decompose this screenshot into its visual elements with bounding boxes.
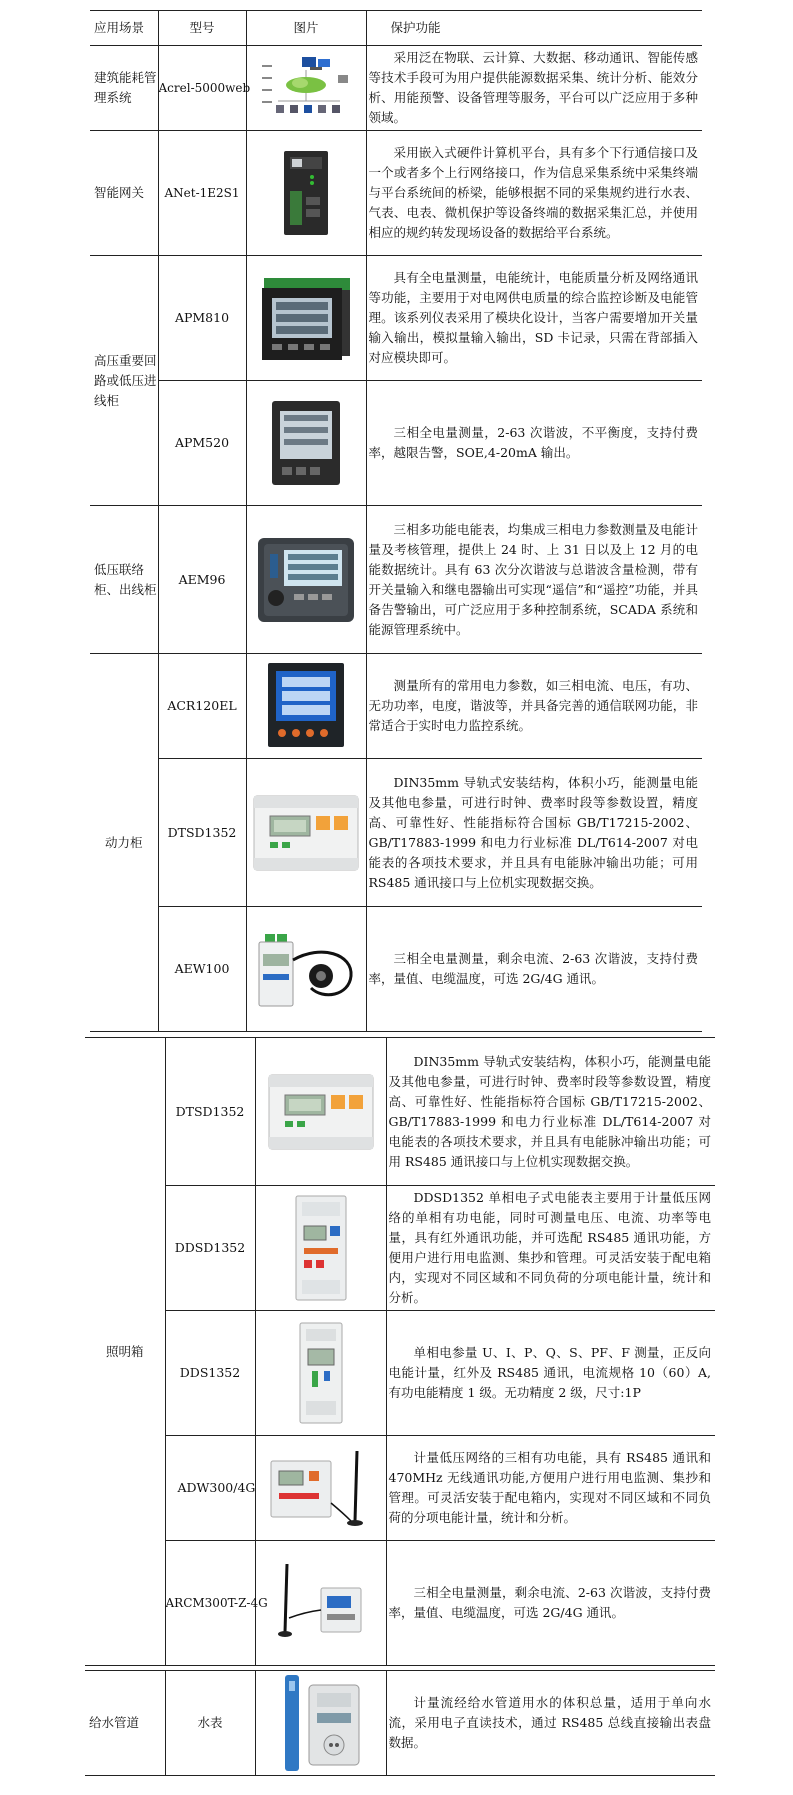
picture-cell — [255, 1671, 386, 1776]
description-cell: 单相电参量 U、I、P、Q、S、PF、F 测量，正反向电能计量，红外及 RS485 通讯，电流规格 10（60）A,有功电能精度 1 级。无功精度 2 级，尺寸:1P — [386, 1311, 715, 1436]
picture-cell — [246, 381, 366, 506]
description-cell: 采用泛在物联、云计算、大数据、移动通讯、智能传感等技术手段可为用户提供能源数据采集、统计分析、能效分析、用能预警、设备管理等服务，平台可以广泛应用于多种领域。 — [366, 46, 702, 131]
table-row — [85, 1541, 715, 1666]
model-cell: DDSD1352 — [165, 1186, 255, 1311]
description-cell: DDSD1352 单相电子式电能表主要用于计量低压网络的单相有功电能，同时可测量电压、电流、功率等电量，具有红外通讯功能，并可选配 RS485 通讯功能，方便用户进行用电监测、集抄和管理。可灵活安装于配电箱内，实现对不同区域和不同负荷的分项电能计量，统计和分析。 — [386, 1186, 715, 1311]
description-cell: 三相全电量测量，剩余电流、2-63 次谐波，支持付费率，量值、电缆温度，可选 2G/4G 通讯。 — [386, 1541, 715, 1666]
table-row — [90, 759, 702, 907]
scene-cell: 动力柜 — [90, 654, 158, 1032]
picture-cell — [246, 256, 366, 381]
description-cell: DIN35mm 导轨式安装结构，体积小巧，能测量电能及其他电参量，可进行时钟、费率时段等参数设置，精度高、可靠性好、性能指标符合国标 GB/T17215-2002、GB/T17883-1999 和电力行业标准 DL/T614-2007 对电能表的各项技术要求，并且具有电能脉冲输出功能；可用 RS485 通讯接口与上位机实现数据交换。 — [386, 1038, 715, 1186]
picture-cell — [255, 1311, 386, 1436]
description-cell: 采用嵌入式硬件计算机平台，具有多个下行通信接口及一个或者多个上行网络接口，作为信息采集系统中采集终端与平台系统间的桥梁，能够根据不同的采集规约进行水表、气表、电表、微机保护等设备终端的数据采集汇总，并使用相应的规约转发现场设备的数据给平台系统。 — [366, 131, 702, 256]
table-row — [90, 381, 702, 506]
model-cell: APM520 — [158, 381, 246, 506]
picture-cell — [255, 1038, 386, 1186]
description-cell: 测量所有的常用电力参数，如三相电流、电压，有功、无功功率，电度，谐波等，并具备完善的通信联网功能，非常适合于实时电力监控系统。 — [366, 654, 702, 759]
table-row — [85, 1186, 715, 1311]
ddsd1352-meter-icon — [286, 1192, 356, 1304]
model-cell: AEW100 — [158, 907, 246, 1032]
description-cell: 计量低压网络的三相有功电能，具有 RS485 通讯和 470MHz 无线通讯功能,方便用户进行用电监测、集抄和管理。可灵活安装于配电箱内，实现对不同区域和不同负荷的分项电能计量，统计和分析。 — [386, 1436, 715, 1541]
table-row — [90, 907, 702, 1032]
model-cell: DTSD1352 — [158, 759, 246, 907]
table-row — [85, 1038, 715, 1186]
scene-cell: 给水管道 — [85, 1671, 165, 1776]
gateway-device-icon — [276, 147, 336, 239]
table-row — [90, 46, 702, 131]
dds1352-meter-icon — [286, 1317, 356, 1429]
scene-cell: 建筑能耗管理系统 — [90, 46, 158, 131]
dtsd1352-meter-icon — [265, 1067, 377, 1157]
scene-cell: 低压联络柜、出线柜 — [90, 506, 158, 654]
header-model: 型号 — [158, 11, 246, 46]
dtsd1352-meter-icon — [250, 788, 362, 878]
apm520-meter-icon — [266, 397, 346, 489]
scene-cell: 高压重要回路或低压进线柜 — [90, 256, 158, 506]
product-table-lighting — [85, 1037, 715, 1666]
picture-cell — [246, 506, 366, 654]
description-cell: 具有全电量测量，电能统计，电能质量分析及网络通讯等功能，主要用于对电网供电质量的综合监控诊断及电能管理。该系列仪表采用了模块化设计，当客户需要增加开关量输入输出，模拟量输入输出，SD 卡记录，只需在背部插入对应模块即可。 — [366, 256, 702, 381]
model-cell: ARCM300T-Z-4G — [165, 1541, 255, 1666]
arcm300-meter-icon — [265, 1558, 377, 1648]
picture-cell — [246, 759, 366, 907]
model-cell: Acrel-5000web — [158, 46, 246, 131]
apm810-meter-icon — [258, 272, 354, 364]
description-cell: 三相全电量测量，2-63 次谐波，不平衡度，支持付费率，越限告警，SOE,4-20mA 输出。 — [366, 381, 702, 506]
model-cell: APM810 — [158, 256, 246, 381]
table-row — [90, 256, 702, 381]
model-cell: DTSD1352 — [165, 1038, 255, 1186]
table-row — [85, 1311, 715, 1436]
model-cell: DDS1352 — [165, 1311, 255, 1436]
picture-cell — [246, 131, 366, 256]
description-cell: 三相多功能电能表，均集成三相电力参数测量及电能计量及考核管理，提供上 24 时、上 31 日以及上 12 月的电能数据统计。具有 63 次分次谐波与总谐波含量检测，带有开关量输入和继电器输出可实现“遥信”和“遥控”功能，并具备告警输出，可广泛应用于多种控制系统，SCADA 系统和能源管理系统中。 — [366, 506, 702, 654]
picture-cell — [246, 907, 366, 1032]
table-header-row — [90, 11, 702, 46]
table-row — [90, 654, 702, 759]
product-table-water — [85, 1670, 715, 1776]
adw300-meter-icon — [265, 1443, 377, 1533]
description-cell: DIN35mm 导轨式安装结构，体积小巧，能测量电能及其他电参量，可进行时钟、费率时段等参数设置，精度高、可靠性好、性能指标符合国标 GB/T17215-2002、GB/T17883-1999 和电力行业标准 DL/T614-2007 对电能表的各项技术要求，并且具有电能脉冲输出功能；可用 RS485 通讯接口与上位机实现数据交换。 — [366, 759, 702, 907]
header-scene: 应用场景 — [90, 11, 158, 46]
header-function: 保护功能 — [366, 11, 702, 46]
product-table-main — [90, 10, 702, 1032]
description-cell: 计量流经给水管道用水的体积总量，适用于单向水流，采用电子直读技术，通过 RS485 总线直接输出表盘数据。 — [386, 1671, 715, 1776]
system-diagram-icon — [260, 55, 352, 121]
picture-cell — [255, 1186, 386, 1311]
water-meter-icon — [271, 1671, 371, 1775]
picture-cell — [246, 46, 366, 131]
model-cell: ANet-1E2S1 — [158, 131, 246, 256]
picture-cell — [246, 654, 366, 759]
table-row — [90, 506, 702, 654]
scene-cell: 智能网关 — [90, 131, 158, 256]
picture-cell — [255, 1541, 386, 1666]
scene-cell: 照明箱 — [85, 1038, 165, 1666]
description-cell: 三相全电量测量，剩余电流、2-63 次谐波，支持付费率，量值、电缆温度，可选 2G/4G 通讯。 — [366, 907, 702, 1032]
model-cell: AEM96 — [158, 506, 246, 654]
table-row — [90, 131, 702, 256]
aem96-meter-icon — [254, 530, 358, 630]
header-picture: 图片 — [246, 11, 366, 46]
table-row — [85, 1436, 715, 1541]
aew100-meter-icon — [251, 924, 361, 1014]
model-cell: ACR120EL — [158, 654, 246, 759]
picture-cell — [255, 1436, 386, 1541]
model-cell: 水表 — [165, 1671, 255, 1776]
acr120el-meter-icon — [264, 661, 348, 751]
model-cell: ADW300/4G — [165, 1436, 255, 1541]
table-row — [85, 1671, 715, 1776]
